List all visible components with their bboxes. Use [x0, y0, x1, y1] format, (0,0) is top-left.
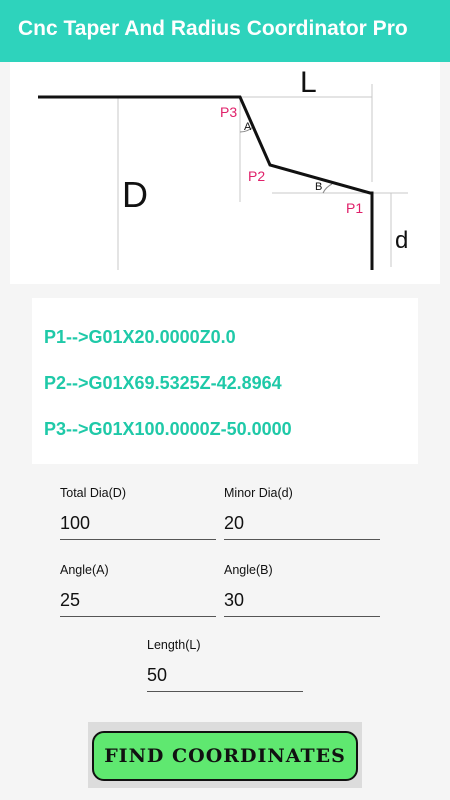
taper-diagram-svg [10, 62, 440, 284]
results-panel [32, 298, 418, 464]
angle-b-arc [323, 184, 332, 193]
diagram-label-angle-a: A [244, 121, 252, 133]
minor-dia-input[interactable] [224, 504, 380, 540]
diagram-label-p1: P1 [346, 200, 364, 216]
taper-diagram [10, 62, 440, 284]
total-dia-field [60, 486, 216, 540]
result-p2: P2-->G01X69.5325Z-42.8964 [44, 373, 282, 393]
diagram-label-D: D [122, 174, 148, 215]
angle-b-field [224, 563, 380, 617]
angle-a-field [60, 563, 216, 617]
angle-b-label: Angle(B) [224, 563, 273, 577]
length-field [147, 638, 303, 692]
diagram-label-p3: P3 [220, 104, 238, 120]
app-bar [0, 0, 450, 62]
diagram-label-L: L [300, 66, 317, 99]
angle-a-label: Angle(A) [60, 563, 109, 577]
find-coordinates-button[interactable]: FIND COORDINATES [92, 731, 358, 781]
find-button-container [88, 722, 362, 788]
total-dia-label: Total Dia(D) [60, 486, 126, 500]
angle-a-input[interactable] [60, 581, 216, 617]
result-p3: P3-->G01X100.0000Z-50.0000 [44, 419, 292, 439]
total-dia-input[interactable] [60, 504, 216, 540]
app-title: Cnc Taper And Radius Coordinator Pro [18, 17, 408, 40]
minor-dia-label: Minor Dia(d) [224, 486, 293, 500]
diagram-label-p2: P2 [248, 168, 266, 184]
length-input[interactable] [147, 656, 303, 692]
result-p1: P1-->G01X20.0000Z0.0 [44, 327, 236, 347]
minor-dia-field [224, 486, 380, 540]
diagram-label-d: d [395, 227, 409, 254]
angle-b-input[interactable] [224, 581, 380, 617]
length-label: Length(L) [147, 638, 201, 652]
diagram-label-angle-b: B [315, 181, 323, 193]
